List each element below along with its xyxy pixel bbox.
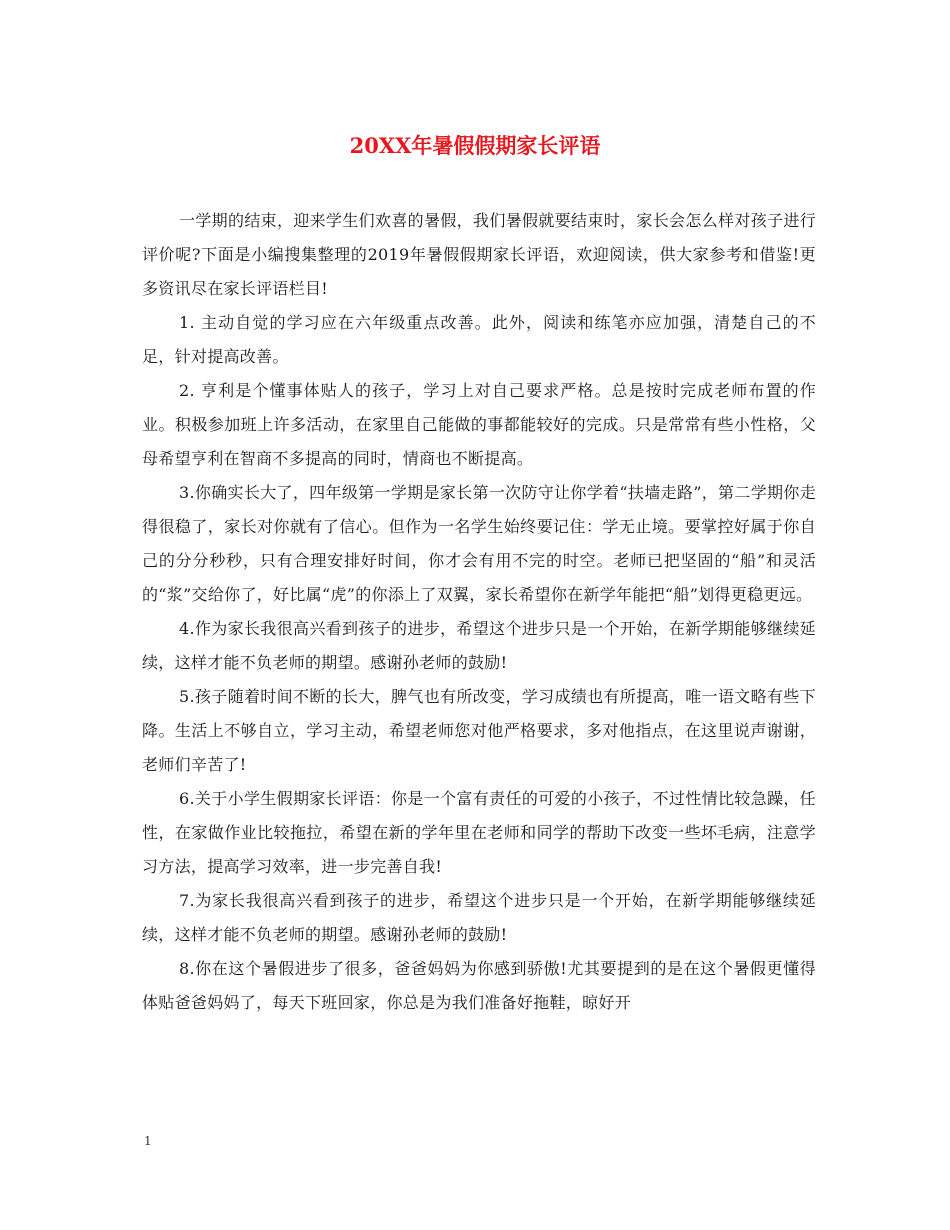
paragraph-intro: 一学期的结束，迎来学生们欢喜的暑假，我们暑假就要结束时，家长会怎么样对孩子进行评价呢?下面是小编搜集整理的2019年暑假假期家长评语，欢迎阅读，供大家参考和借鉴!更多资讯尽在家长评语栏目! <box>142 211 816 298</box>
paragraph-item-1: 1. 主动自觉的学习应在六年级重点改善。此外，阅读和练笔亦应加强，清楚自己的不足，针对提高改善。 <box>142 313 816 366</box>
paragraph-item-3: 3.你确实长大了，四年级第一学期是家长第一次防守让你学着“扶墙走路”，第二学期你走得很稳了，家长对你就有了信心。但作为一名学生始终要记住：学无止境。要掌控好属于你自己的分分秒秒，只有合理安排好时间，你才会有用不完的时空。老师已把坚固的“船”和灵活的“浆”交给你了，好比属“虎”的你添上了双翼，家长希望你在新学年能把“船”划得更稳更远。 <box>142 483 816 604</box>
paragraph-item-2: 2. 亨利是个懂事体贴人的孩子，学习上对自己要求严格。总是按时完成老师布置的作业。积极参加班上许多活动，在家里自己能做的事都能较好的完成。只是常常有些小性格，父母希望亨利在智商不多提高的同时，情商也不断提高。 <box>142 381 816 468</box>
document-body <box>142 204 816 1020</box>
page-number: 1 <box>144 1134 152 1148</box>
paragraph-item-4: 4.作为家长我很高兴看到孩子的进步，希望这个进步只是一个开始，在新学期能够继续延续，这样才能不负老师的期望。感谢孙老师的鼓励! <box>142 619 816 672</box>
paragraph-item-6: 6.关于小学生假期家长评语：你是一个富有责任的可爱的小孩子，不过性情比较急躁，任性，在家做作业比较拖拉，希望在新的学年里在老师和同学的帮助下改变一些坏毛病，注意学习方法，提高学习效率，进一步完善自我! <box>142 789 816 876</box>
paragraph-item-7: 7.为家长我很高兴看到孩子的进步，希望这个进步只是一个开始，在新学期能够继续延续，这样才能不负老师的期望。感谢孙老师的鼓励! <box>142 891 816 944</box>
paragraph-item-8: 8.你在这个暑假进步了很多，爸爸妈妈为你感到骄傲!尤其要提到的是在这个暑假更懂得体贴爸爸妈妈了，每天下班回家，你总是为我们准备好拖鞋，晾好开 <box>142 959 816 1012</box>
document-title: 20XX年暑假假期家长评语 <box>349 133 601 158</box>
paragraph-item-5: 5.孩子随着时间不断的长大，脾气也有所改变，学习成绩也有所提高，唯一语文略有些下降。生活上不够自立，学习主动，希望老师您对他严格要求，多对他指点，在这里说声谢谢，老师们辛苦了! <box>142 687 816 774</box>
